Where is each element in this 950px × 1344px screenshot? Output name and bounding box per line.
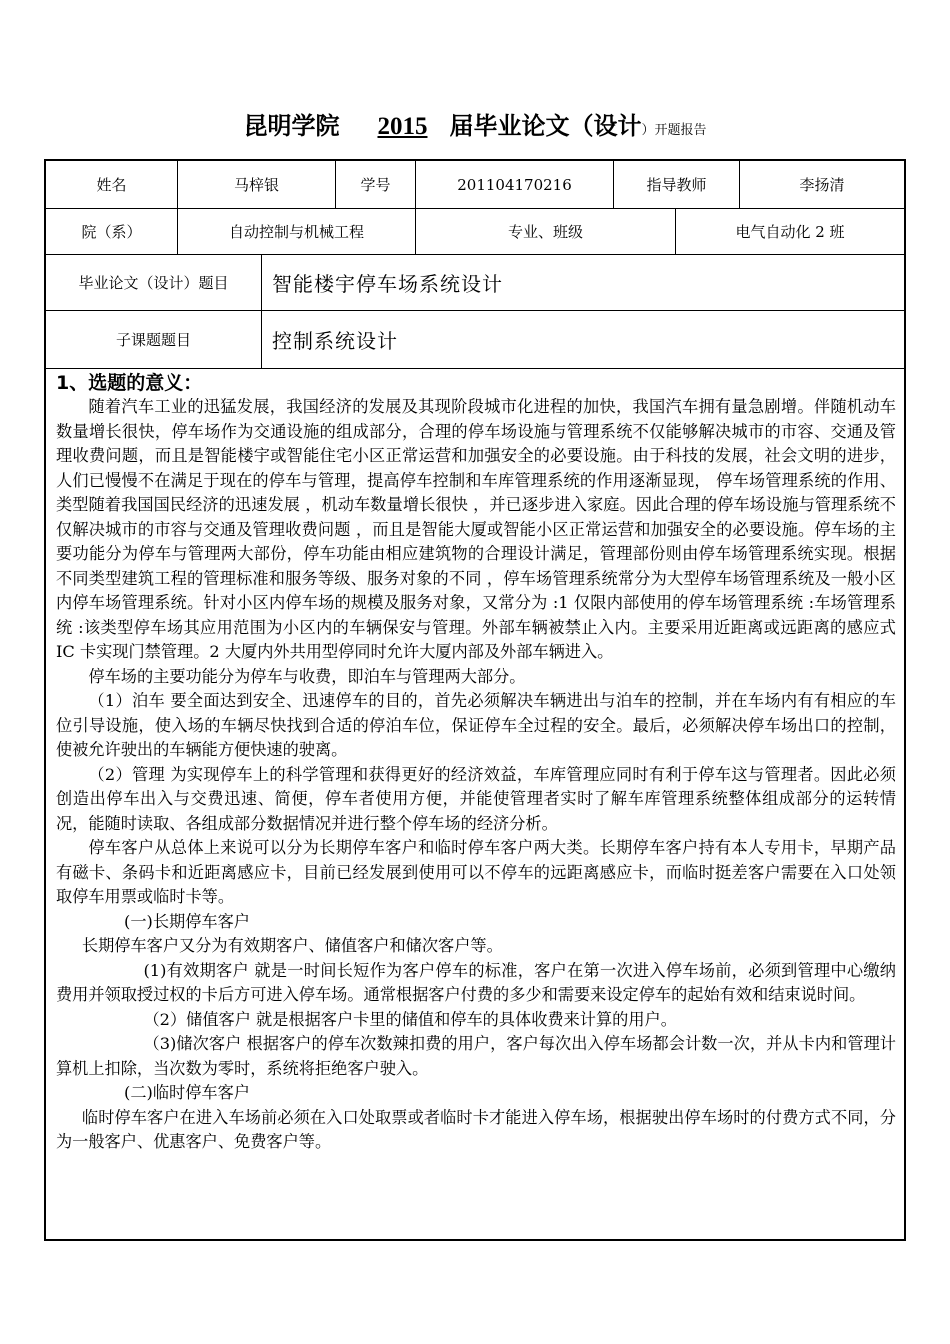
subsection-heading: (二)临时停车客户 xyxy=(124,1083,250,1102)
department-value: 自动控制与机械工程 xyxy=(178,209,416,254)
paragraph: (1)有效期客户 就是一时间长短作为客户停车的标准，客户在第一次进入停车场前，必须到管理中心缴纳费用并领取授过权的卡后方可进入停车场。通常根据客户付费的多少和需要来设定停车的起始有效和结束说时间。 xyxy=(56,960,896,1004)
report-body xyxy=(56,371,896,1155)
paragraph: 临时停车客户在进入车场前必须在入口处取票或者临时卡才能进入停车场，根据驶出停车场时的付费方式不同，分为一般客户、优惠客户、免费客户等。 xyxy=(56,1107,896,1151)
major-value: 电气自动化 2 班 xyxy=(735,223,845,241)
thesis-title-value: 智能楼宇停车场系统设计 xyxy=(272,272,503,296)
paragraph: 长期停车客户又分为有效期客户、储值客户和储次客户等。 xyxy=(81,936,503,955)
name-label: 姓名 xyxy=(46,161,178,208)
subtopic-label: 子课题题目 xyxy=(46,311,262,368)
row-thesis-title xyxy=(46,255,904,311)
subtopic-value: 控制系统设计 xyxy=(272,329,398,353)
subsection-heading: (一)长期停车客户 xyxy=(124,911,250,931)
row-department xyxy=(46,209,904,255)
student-id-label: 学号 xyxy=(336,161,416,208)
report-form xyxy=(44,159,906,1241)
school-name: 昆明学院 xyxy=(243,112,340,140)
paragraph: （1）泊车 要全面达到安全、迅速停车的目的，首先必须解决车辆进出与泊车的控制，并在车场内有有相应的车位引导设施，使入场的车辆尽快找到合适的停泊车位，保证停车全过程的安全。最后，必须解决停车场出口的控制，使被允许驶出的车辆能方便快速的驶离。 xyxy=(56,691,896,759)
paragraph: （3)储次客户 根据客户的停车次数辣扣费的用户，客户每次出入停车场都会计数一次，并从卡内和管理计算机上扣除，当次数为零时，系统将拒绝客户驶入。 xyxy=(56,1034,896,1078)
department-label: 院（系） xyxy=(46,209,178,254)
title-suffix: 届毕业论文（设计 xyxy=(449,112,642,140)
advisor-label: 指导教师 xyxy=(614,161,740,208)
row-student-info xyxy=(46,161,904,209)
paragraph: 停车场的主要功能分为停车与收费，即泊车与管理两大部分。 xyxy=(88,666,526,686)
advisor-value: 李扬清 xyxy=(799,176,845,194)
paragraph: 停车客户从总体上来说可以分为长期停车客户和临时停车客户两大类。长期停车客户持有本人专用卡，早期产品有磁卡、条码卡和近距离感应卡，目前已经发展到使用可以不停车的远距离感应卡，而临时挺差客户需要在入口处领取停车用票或临时卡等。 xyxy=(56,838,896,906)
graduation-year: 2015 xyxy=(377,113,428,140)
row-subtopic xyxy=(46,311,904,369)
paragraph: （2）储值客户 就是根据客户卡里的储值和停车的具体收费来计算的用户。 xyxy=(143,1009,677,1029)
student-id-value: 201104170216 xyxy=(416,161,614,208)
major-label: 专业、班级 xyxy=(416,209,676,254)
paragraph: 随着汽车工业的迅猛发展，我国经济的发展及其现阶段城市化进程的加快，我国汽车拥有量急剧增。伴随机动车数量增长很快，停车场作为交通设施的组成部分，合理的停车场设施与管理系统不仅能够解决城市的市容、交通及管理收费问题，而且是智能楼宇或智能住宅小区正常运营和加强安全的必要设施。由于科技的发展，社会文明的进步，人们已慢慢不在满足于现在的停车与管理，提高停车控制和车库管理系统的作用逐渐显现， 停车场管理系统的作用、类型随着我国国民经济的迅速发展 ，机动车数量增长很快 ，并已逐步进入家庭。因此合理的停车场设施与管理系统不仅解决城市的市容与交通及管理收费问题 ，而且是智能大厦或智能小区正常运营和加强安全的必要设施。停车场的主要功能分为停车与管理两大部份，停车功能由相应建筑物的合理设计满足，管理部份则由停车场管理系统实现。根据不同类型建筑工程的管理标准和服务等级、服务对象的不同 ，停车场管理系统常分为大型停车场管理系统及一般小区内停车场管理系统。针对小区内停车场的规模及服务对象，又常分为 :1 仅限内部使用的停车场管理系统 :车场管理系统 :该类型停车场其应用范围为小区内的车辆保安与管理。外部车辆被禁止入内。主要采用近距离或远距离的感应式 IC 卡实现门禁管理。2 大厦内外共用型停同时允许大厦内部及外部车辆进入。 xyxy=(56,397,896,661)
section-heading: 1、选题的意义： xyxy=(56,372,203,394)
document-title xyxy=(0,110,950,147)
name-value: 马梓银 xyxy=(178,161,336,208)
thesis-title-label: 毕业论文（设计）题目 xyxy=(46,255,262,310)
title-small: ）开题报告 xyxy=(641,123,707,138)
paragraph: （2）管理 为实现停车上的科学管理和获得更好的经济效益，车库管理应同时有利于停车这与管理者。因此必须创造出停车出入与交费迅速、简便，停车者使用方便，并能使管理者实时了解车库管理系统整体组成部分的运转情况，能随时读取、各组成部分数据情况并进行整个停车场的经济分析。 xyxy=(56,764,896,833)
